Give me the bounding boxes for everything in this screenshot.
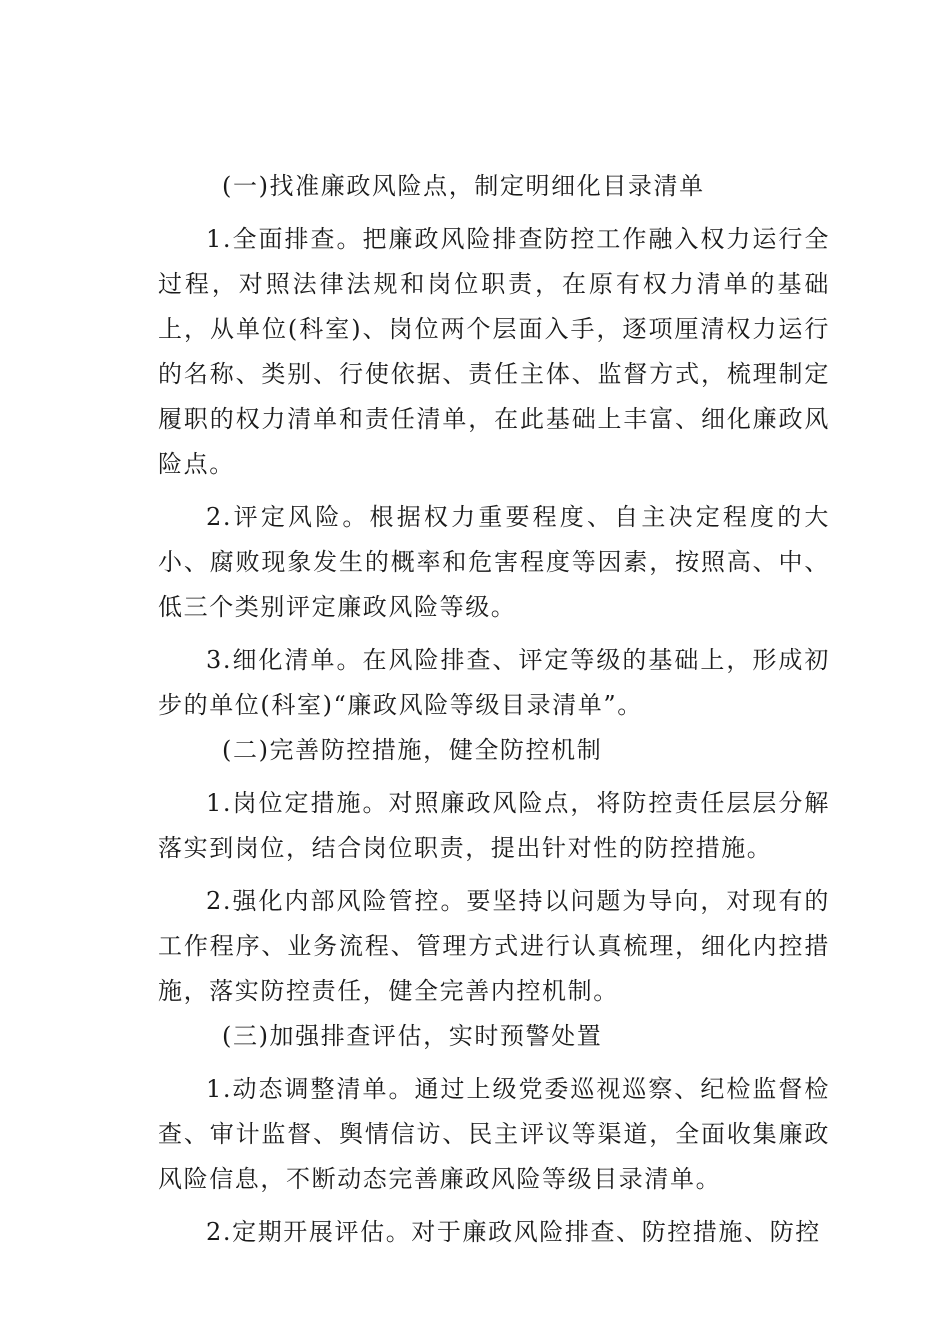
section-heading-3: (三)加强排查评估，实时预警处置 — [222, 1022, 603, 1050]
paragraph-3-2: 2.定期开展评估。对于廉政风险排查、防控措施、防控 — [206, 1218, 821, 1246]
paragraph-1-1: 1.全面排查。把廉政风险排查防控工作融入权力运行全过程，对照法律法规和岗位职责，在原有权力清单的基础上，从单位(科室)、岗位两个层面入手，逐项厘清权力运行的名称、类别、行使依据、责任主体、监督方式，梳理制定履职的权力清单和责任清单，在此基础上丰富、细化廉政风险点。 — [158, 225, 830, 478]
section-heading-1: (一)找准廉政风险点，制定明细化目录清单 — [222, 172, 705, 200]
paragraph-1-2: 2.评定风险。根据权力重要程度、自主决定程度的大小、腐败现象发生的概率和危害程度等因素，按照高、中、低三个类别评定廉政风险等级。 — [158, 503, 830, 621]
paragraph-2-1: 1.岗位定措施。对照廉政风险点，将防控责任层层分解落实到岗位，结合岗位职责，提出针对性的防控措施。 — [158, 789, 830, 862]
paragraph-1-3: 3.细化清单。在风险排查、评定等级的基础上，形成初步的单位(科室)“廉政风险等级目录清单”。 — [158, 646, 830, 719]
section-heading-2: (二)完善防控措施，健全防控机制 — [222, 736, 603, 764]
paragraph-3-1: 1.动态调整清单。通过上级党委巡视巡察、纪检监督检查、审计监督、舆情信访、民主评议等渠道，全面收集廉政风险信息，不断动态完善廉政风险等级目录清单。 — [158, 1075, 830, 1193]
document-body — [158, 164, 830, 1255]
paragraph-2-2: 2.强化内部风险管控。要坚持以问题为导向，对现有的工作程序、业务流程、管理方式进行认真梳理，细化内控措施，落实防控责任，健全完善内控机制。 — [158, 887, 830, 1005]
